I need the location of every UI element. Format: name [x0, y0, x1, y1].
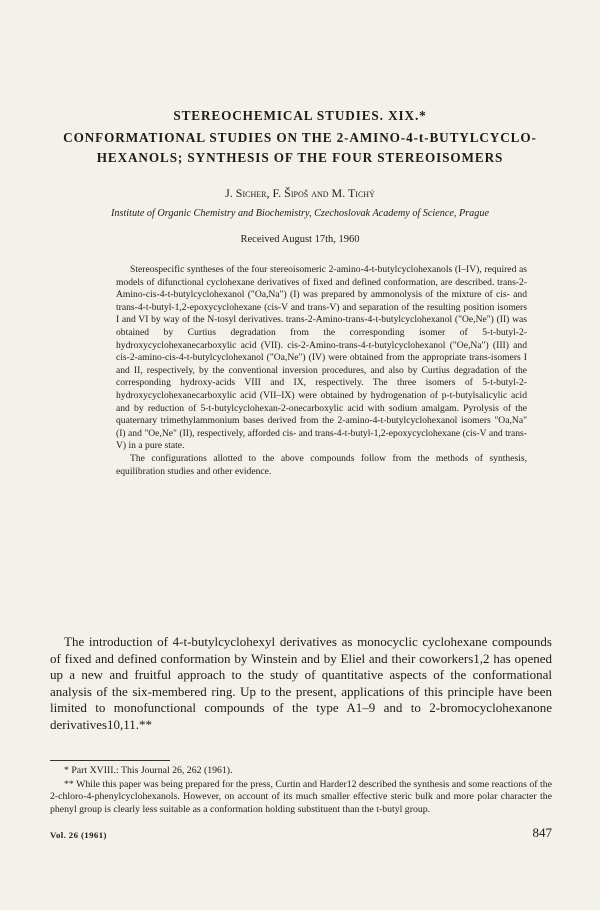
title-line-2: CONFORMATIONAL STUDIES ON THE 2-AMINO-4-t-BUTYLCYCLO- — [63, 130, 537, 145]
abstract — [116, 264, 527, 478]
footnotes — [50, 765, 552, 818]
abstract-paragraph-2: The configurations allotted to the above compounds follow from the methods of synthesis, equilibration studies and other evidence. — [116, 452, 527, 477]
received-date: Received August 17th, 1960 — [240, 234, 360, 245]
body-text — [50, 634, 552, 734]
title-line-1: STEREOCHEMICAL STUDIES. XIX.* — [173, 108, 427, 123]
footnote-divider — [50, 760, 170, 761]
abstract-paragraph-1: Stereospecific syntheses of the four stereoisomeric 2-amino-4-t-butylcyclohexanols (I–IV), required as models of difunctional cyclohexane derivatives of fixed and defined conformation, are described. trans-2-Amino-cis-4-t-butylcyclohexanol ("Oa,Na") (I) was prepared by ammonolysis of the mixture of cis- and trans-4-t-butyl-1,2-epoxycyclohexane (cis-V and trans-V) and separation of the resulting position isomers I and VI by way of the N-tosyl derivatives. trans-2-Amino-trans-4-t-butylcyclohexanol ("Oe,Ne") (II) was obtained by Curtius degradation from the corresponding isomer of 5-t-butyl-2-hydroxycyclohexanecarboxylic acid (VII). cis-2-Amino-trans-4-t-butylcyclohexanol ("Oe,Na") (III) and cis-2-amino-cis-4-t-butylcyclohexanol ("Oa,Ne") (IV) were obtained from the appropriate trans-isomers I and II, respectively, by the conventional inversion procedures, and also by Curtius degradation of the corresponding hydroxy-acids VIII and IX, respectively. The three isomers of 5-t-butyl-2-hydroxycyclohexanecarboxylic acid (VII–IX) were obtained by hydrogenation of p-t-butylsalicylic acid and by reduction of 5-t-butylcyclohexan-2-onecarboxylic acid with sodium amalgam. Pyrolysis of the quaternary trimethylammonium bases derived from the 2-amino-4-t-butylcyclohexanol isomers "Oa,Na" (I) and "Oe,Ne" (II), respectively, afforded cis- and trans-4-t-butyl-1,2-epoxycyclohexane (cis-V and trans-V) in a pure state. — [116, 264, 527, 452]
body-paragraph-1: The introduction of 4-t-butylcyclohexyl derivatives as monocyclic cyclohexane compounds of fixed and defined conformation by Winstein and by Eliel and their coworkers1,2 has opened up a new and fruitful approach to the study of quantitative aspects of the conformational analysis of the six-membered ring. Up to the present, applications of this principle have been limited to monofunctional compounds of the type A1–9 and to 2-bromocyclohexanone derivatives10,11.** — [50, 634, 552, 732]
title-line-3: HEXANOLS; SYNTHESIS OF THE FOUR STEREOISOMERS — [96, 150, 504, 165]
footnote-2: ** While this paper was being prepared for the press, Curtin and Harder12 described the synthesis and some reactions of the 2-chloro-4-phenylcyclohexanols. However, on account of its much smaller effective steric bulk and more polar character the phenyl group is clearly less suitable as a conformation holding substituent than the t-butyl group. — [50, 779, 552, 815]
footnote-1: * Part XVIII.: This Journal 26, 262 (1961). — [64, 765, 233, 776]
page-number: 847 — [532, 825, 552, 840]
authors: J. Sicher, F. Šipoš and M. Tichý — [225, 186, 375, 200]
institute: Institute of Organic Chemistry and Biochemistry, Czechoslovak Academy of Science, Prague — [111, 208, 489, 219]
journal-volume: Vol. 26 (1961) — [50, 830, 107, 840]
